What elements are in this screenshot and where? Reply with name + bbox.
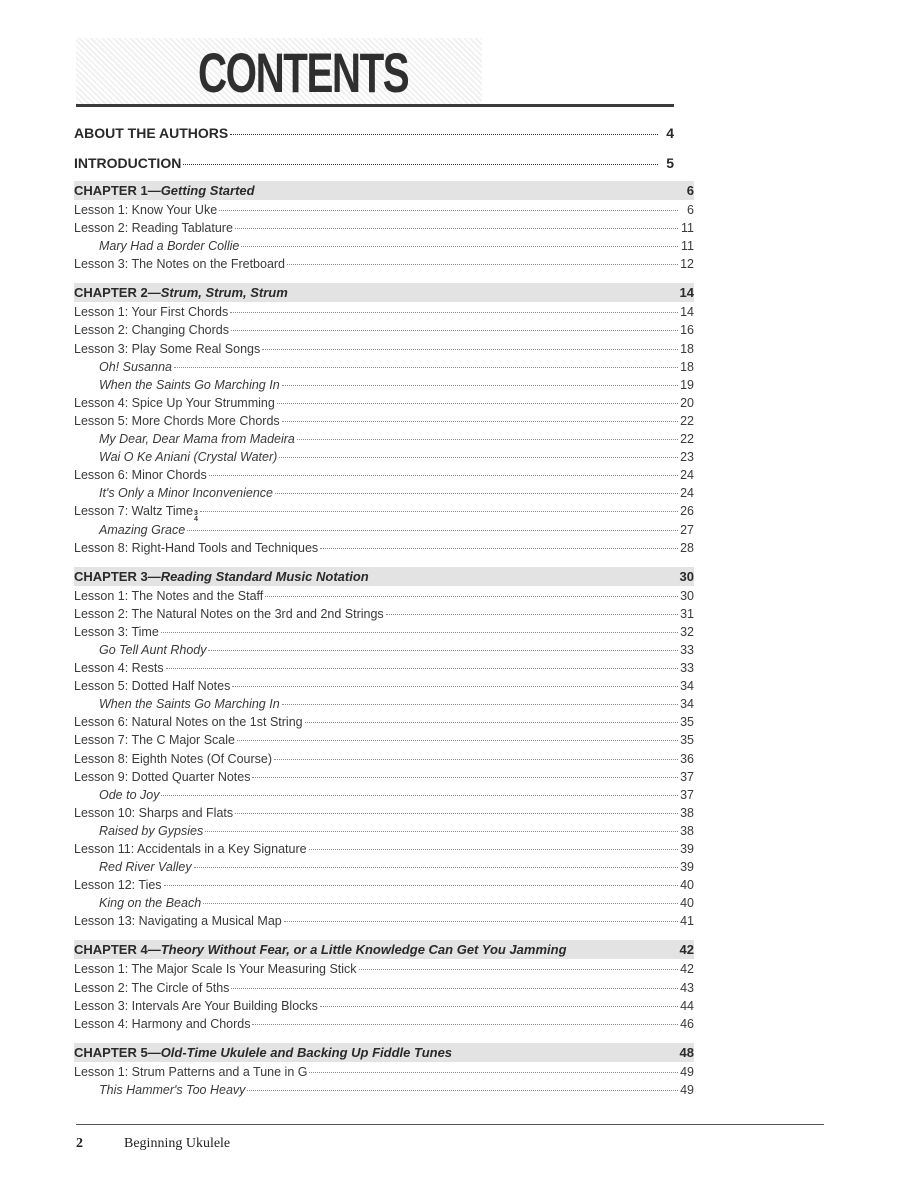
dot-leader <box>194 867 678 868</box>
toc-lesson-entry[interactable] <box>74 219 694 237</box>
toc-song-entry-page: 18 <box>680 359 694 374</box>
chapter-page: 30 <box>679 568 694 584</box>
toc-lesson-entry-page: 40 <box>680 878 694 893</box>
toc-lesson-entry-label: Lesson 2: Reading Tablature <box>74 221 233 236</box>
toc-lesson-entry-label: Lesson 8: Eighth Notes (Of Course) <box>74 751 273 766</box>
toc-lesson-entry-label: Lesson 3: Intervals Are Your Building Blocks <box>74 998 318 1013</box>
toc-lesson-entry-label: Lesson 4: Rests <box>74 661 164 676</box>
toc-lesson-entry-page: 49 <box>680 1064 694 1079</box>
chapter-heading[interactable] <box>74 940 694 959</box>
toc-lesson-entry-page: 33 <box>680 661 694 676</box>
toc-lesson-entry[interactable] <box>74 997 694 1015</box>
toc-lesson-entry-page: 43 <box>680 980 694 995</box>
toc-lesson-entry-page: 12 <box>680 257 694 272</box>
toc-song-entry-label: Go Tell Aunt Rhody <box>99 642 207 657</box>
toc-song-entry-label: Wai O Ke Aniani (Crystal Water) <box>99 450 278 465</box>
toc-lesson-entry-page: 39 <box>680 842 694 856</box>
toc-song-entry[interactable] <box>74 695 694 713</box>
toc-song-entry-label: Mary Had a Border Collie <box>99 239 240 254</box>
dot-leader <box>275 493 678 494</box>
dot-leader <box>161 795 678 796</box>
toc-lesson-entry-label: Lesson 2: The Circle of 5ths <box>74 980 230 995</box>
toc-lesson-entry-page: 28 <box>680 540 694 555</box>
toc-lesson-entry-label: Lesson 3: The Notes on the Fretboard <box>74 257 286 272</box>
toc-lesson-entry[interactable] <box>74 587 694 605</box>
toc-song-entry[interactable] <box>74 358 694 376</box>
toc-song-entry[interactable] <box>74 484 694 502</box>
toc-song-entry-page: 11 <box>681 239 694 254</box>
toc-lesson-entry-label: Lesson 5: Dotted Half Notes <box>74 679 231 694</box>
toc-lesson-entry-page: 35 <box>680 715 694 730</box>
toc-lesson-entry[interactable] <box>74 623 694 641</box>
toc-lesson-entry[interactable] <box>74 713 694 731</box>
toc-song-entry-page: 49 <box>680 1082 694 1097</box>
toc-lesson-entry[interactable] <box>74 979 694 997</box>
toc-song-entry-page: 34 <box>680 697 694 712</box>
dot-leader <box>203 903 678 904</box>
dot-leader <box>164 885 678 886</box>
dot-leader <box>279 457 678 458</box>
dot-leader <box>274 759 678 760</box>
dot-leader <box>287 264 678 265</box>
toc-lesson-entry-label: Lesson 3: Play Some Real Songs <box>74 341 261 356</box>
toc-song-entry-label: When the Saints Go Marching In <box>99 377 280 392</box>
toc-song-entry-label: Ode to Joy <box>99 787 160 802</box>
toc-song-entry-label: Red River Valley <box>99 860 192 875</box>
dot-leader <box>386 614 678 615</box>
toc-lesson-entry-page: 31 <box>680 606 694 621</box>
dot-leader <box>252 777 678 778</box>
toc-lesson-entry-page: 38 <box>680 805 694 820</box>
toc-lesson-entry-page: 32 <box>680 624 694 639</box>
dot-leader <box>231 330 678 331</box>
dot-leader <box>208 650 678 651</box>
chapter-separator: — <box>147 942 161 958</box>
dot-leader <box>305 722 678 723</box>
dot-leader <box>241 246 678 247</box>
toc-lesson-entry-label: Lesson 3: Time <box>74 624 159 639</box>
time-signature-top: 3 <box>194 510 198 518</box>
toc-lesson-entry[interactable] <box>74 321 694 339</box>
dot-leader <box>187 530 678 531</box>
dot-leader <box>161 632 678 633</box>
dot-leader <box>320 1006 678 1007</box>
toc-song-entry[interactable] <box>74 641 694 659</box>
time-signature-bottom: 4 <box>194 516 198 524</box>
toc-song-entry-page: 39 <box>680 860 694 875</box>
toc-song-entry-label: My Dear, Dear Mama from Madeira <box>99 432 295 447</box>
toc-song-entry-label: This Hammer's Too Heavy <box>99 1082 246 1097</box>
toc-lesson-entry-page: 46 <box>680 1016 694 1031</box>
toc-lesson-entry-label: Lesson 1: The Major Scale Is Your Measuring Stick <box>74 962 357 977</box>
toc-front-entry[interactable] <box>74 121 674 145</box>
dot-leader <box>262 349 678 350</box>
toc-lesson-entry[interactable] <box>74 605 694 623</box>
chapter-page: 14 <box>679 285 694 301</box>
toc-song-entry[interactable] <box>74 894 694 912</box>
toc-lesson-entry[interactable] <box>74 1063 694 1081</box>
chapter-separator: — <box>147 568 161 584</box>
toc-lesson-entry[interactable] <box>74 960 694 978</box>
toc-lesson-entry-page: 30 <box>680 588 694 603</box>
toc-lesson-entry[interactable] <box>74 394 694 412</box>
toc-lesson-entry[interactable] <box>74 466 694 484</box>
toc-lesson-entry[interactable] <box>74 255 694 273</box>
toc-song-entry[interactable] <box>74 376 694 394</box>
dot-leader <box>183 164 658 165</box>
toc-song-entry-label: Raised by Gypsies <box>99 823 204 838</box>
dot-leader <box>359 969 678 970</box>
toc-song-entry-label: King on the Beach <box>99 896 202 911</box>
toc-song-entry-page: 23 <box>680 450 694 465</box>
dot-leader <box>282 704 678 705</box>
toc-lesson-entry[interactable] <box>74 804 694 822</box>
toc-song-entry-label: When the Saints Go Marching In <box>99 697 280 712</box>
dot-leader <box>282 385 678 386</box>
chapter-subtitle: Strum, Strum, Strum <box>160 285 288 301</box>
toc-lesson-entry-label: Lesson 13: Navigating a Musical Map <box>74 914 282 929</box>
toc-song-entry[interactable] <box>74 822 694 840</box>
chapter-heading[interactable] <box>74 567 694 586</box>
chapter-number: CHAPTER 2 <box>74 285 148 301</box>
dot-leader <box>282 421 678 422</box>
toc-lesson-entry-page: 20 <box>680 395 694 410</box>
dot-leader <box>252 1024 678 1025</box>
toc-lesson-entry-page: 11 <box>681 221 694 236</box>
chapter-number: CHAPTER 3 <box>74 568 148 584</box>
toc-lesson-entry[interactable] <box>74 340 694 358</box>
dot-leader <box>309 1072 678 1073</box>
toc-front-entry-label: INTRODUCTION <box>74 155 182 171</box>
toc-song-entry-label: It's Only a Minor Inconvenience <box>99 486 273 501</box>
toc-song-entry-page: 38 <box>680 823 694 838</box>
dot-leader <box>231 988 678 989</box>
chapter-separator: — <box>147 285 161 301</box>
toc-front-entry[interactable] <box>74 151 674 175</box>
toc-lesson-entry-label: Lesson 4: Harmony and Chords <box>74 1016 251 1031</box>
toc-lesson-entry-label: Lesson 1: The Notes and the Staff <box>74 588 264 603</box>
toc-front-entry-page: 5 <box>666 155 674 171</box>
toc-song-entry-page: 27 <box>680 522 694 537</box>
dot-leader <box>237 740 678 741</box>
toc-lesson-entry-page: 22 <box>680 413 694 428</box>
dot-leader <box>219 210 678 211</box>
toc-lesson-entry-label: Lesson 6: Natural Notes on the 1st String <box>74 715 303 730</box>
toc-lesson-entry-page: 42 <box>680 962 694 977</box>
toc-lesson-entry-page: 35 <box>680 733 694 748</box>
toc-song-entry-page: 22 <box>680 432 694 447</box>
toc-song-entry[interactable] <box>74 1081 694 1099</box>
toc-front-entry-label: ABOUT THE AUTHORS <box>74 125 229 141</box>
toc-lesson-entry-label: Lesson 1: Strum Patterns and a Tune in G <box>74 1064 308 1079</box>
toc-lesson-entry-page: 26 <box>680 504 694 519</box>
footer-book-title: Beginning Ukulele <box>124 1136 231 1151</box>
toc-lesson-entry-page: 18 <box>680 341 694 356</box>
chapter-number: CHAPTER 1 <box>74 183 148 198</box>
chapter-heading[interactable] <box>74 181 694 200</box>
toc-song-entry[interactable] <box>74 237 694 255</box>
toc-lesson-entry-label: Lesson 6: Minor Chords <box>74 468 207 483</box>
toc-lesson-entry-label: Lesson 2: Changing Chords <box>74 323 229 338</box>
toc-lesson-entry[interactable] <box>74 201 694 219</box>
toc-lesson-entry-page: 36 <box>680 751 694 766</box>
toc-lesson-entry[interactable] <box>74 677 694 695</box>
toc-lesson-entry-label: Lesson 4: Spice Up Your Strumming <box>74 395 275 410</box>
toc-lesson-entry-page: 37 <box>680 769 694 784</box>
toc-lesson-entry-label: Lesson 11: Accidentals in a Key Signature <box>74 842 307 856</box>
chapter-page: 48 <box>679 1044 694 1060</box>
toc-lesson-entry-label: Lesson 2: The Natural Notes on the 3rd and 2nd Strings <box>74 606 384 621</box>
toc-lesson-entry[interactable] <box>74 876 694 894</box>
chapter-page: 42 <box>679 942 694 958</box>
toc-song-entry-page: 24 <box>680 486 694 501</box>
toc-lesson-entry-label: Lesson 1: Know Your Uke <box>74 203 218 217</box>
dot-leader <box>174 367 678 368</box>
toc-lesson-entry-label: Lesson 1: Your First Chords <box>74 305 229 320</box>
toc-lesson-entry[interactable] <box>74 659 694 677</box>
toc-lesson-entry[interactable] <box>74 731 694 749</box>
dot-leader <box>297 439 678 440</box>
chapter-subtitle: Getting Started <box>160 183 255 198</box>
chapter-number: CHAPTER 4 <box>74 942 148 958</box>
toc-song-entry[interactable] <box>74 786 694 804</box>
toc-lesson-entry[interactable] <box>74 750 694 768</box>
dot-leader <box>205 831 678 832</box>
dot-leader <box>265 596 678 597</box>
chapter-number: CHAPTER 5 <box>74 1044 148 1060</box>
chapter-subtitle: Old-Time Ukulele and Backing Up Fiddle Tunes <box>160 1044 453 1060</box>
dot-leader <box>247 1090 678 1091</box>
toc-lesson-entry-label: Lesson 10: Sharps and Flats <box>74 805 234 820</box>
toc-lesson-entry-page: 44 <box>680 998 694 1013</box>
toc-lesson-entry-label: Lesson 7: Waltz Time <box>74 504 194 519</box>
dot-leader <box>209 475 678 476</box>
toc-lesson-entry-page: 6 <box>687 203 694 217</box>
footer-page-number: 2 <box>76 1136 83 1151</box>
chapter-separator: — <box>147 183 161 198</box>
toc-song-entry-page: 19 <box>680 377 694 392</box>
toc-lesson-entry-label: Lesson 7: The C Major Scale <box>74 733 235 748</box>
table-of-contents <box>74 117 694 1099</box>
toc-song-entry[interactable] <box>74 521 694 539</box>
toc-song-entry-label: Amazing Grace <box>99 522 186 537</box>
dot-leader <box>230 134 658 135</box>
toc-lesson-entry[interactable] <box>74 912 694 930</box>
dot-leader <box>200 511 678 512</box>
toc-lesson-entry-page: 41 <box>680 914 694 929</box>
toc-song-entry-page: 33 <box>680 642 694 657</box>
dot-leader <box>320 548 678 549</box>
footer-rule <box>76 1124 824 1125</box>
chapter-heading[interactable] <box>74 1043 694 1062</box>
toc-song-entry-page: 37 <box>680 787 694 802</box>
toc-lesson-entry[interactable] <box>74 303 694 321</box>
toc-front-entry-page: 4 <box>666 125 674 141</box>
dot-leader <box>277 403 678 404</box>
toc-song-entry[interactable] <box>74 448 694 466</box>
dot-leader <box>166 668 678 669</box>
toc-lesson-entry[interactable] <box>74 412 694 430</box>
toc-lesson-entry[interactable] <box>74 1015 694 1033</box>
toc-song-entry-page: 40 <box>680 896 694 911</box>
toc-lesson-entry-page: 16 <box>680 323 694 338</box>
toc-lesson-entry-label: Lesson 5: More Chords More Chords <box>74 413 280 428</box>
toc-lesson-entry[interactable] <box>74 502 694 524</box>
toc-lesson-entry-label: Lesson 12: Ties <box>74 878 162 893</box>
toc-lesson-entry-page: 14 <box>680 305 694 320</box>
toc-lesson-entry[interactable] <box>74 539 694 557</box>
dot-leader <box>284 921 678 922</box>
time-signature <box>194 511 198 523</box>
chapter-subtitle: Theory Without Fear, or a Little Knowledge Can Get You Jamming <box>160 942 567 958</box>
page-title: CONTENTS <box>198 41 409 104</box>
chapter-page: 6 <box>686 183 694 198</box>
toc-song-entry[interactable] <box>74 858 694 876</box>
toc-song-entry-label: Oh! Susanna <box>99 359 172 374</box>
chapter-heading[interactable] <box>74 283 694 302</box>
toc-lesson-entry-label: Lesson 9: Dotted Quarter Notes <box>74 769 251 784</box>
title-rule <box>76 104 674 107</box>
toc-lesson-entry-page: 24 <box>680 468 694 483</box>
toc-lesson-entry-page: 34 <box>680 679 694 694</box>
toc-song-entry[interactable] <box>74 430 694 448</box>
toc-lesson-entry-label: Lesson 8: Right-Hand Tools and Techniques <box>74 540 319 555</box>
toc-lesson-entry[interactable] <box>74 768 694 786</box>
dot-leader <box>235 228 678 229</box>
dot-leader <box>309 849 678 850</box>
chapter-subtitle: Reading Standard Music Notation <box>160 568 369 584</box>
chapter-separator: — <box>147 1044 161 1060</box>
dot-leader <box>232 686 678 687</box>
dot-leader <box>230 312 678 313</box>
dot-leader <box>235 813 678 814</box>
toc-lesson-entry[interactable] <box>74 840 694 858</box>
